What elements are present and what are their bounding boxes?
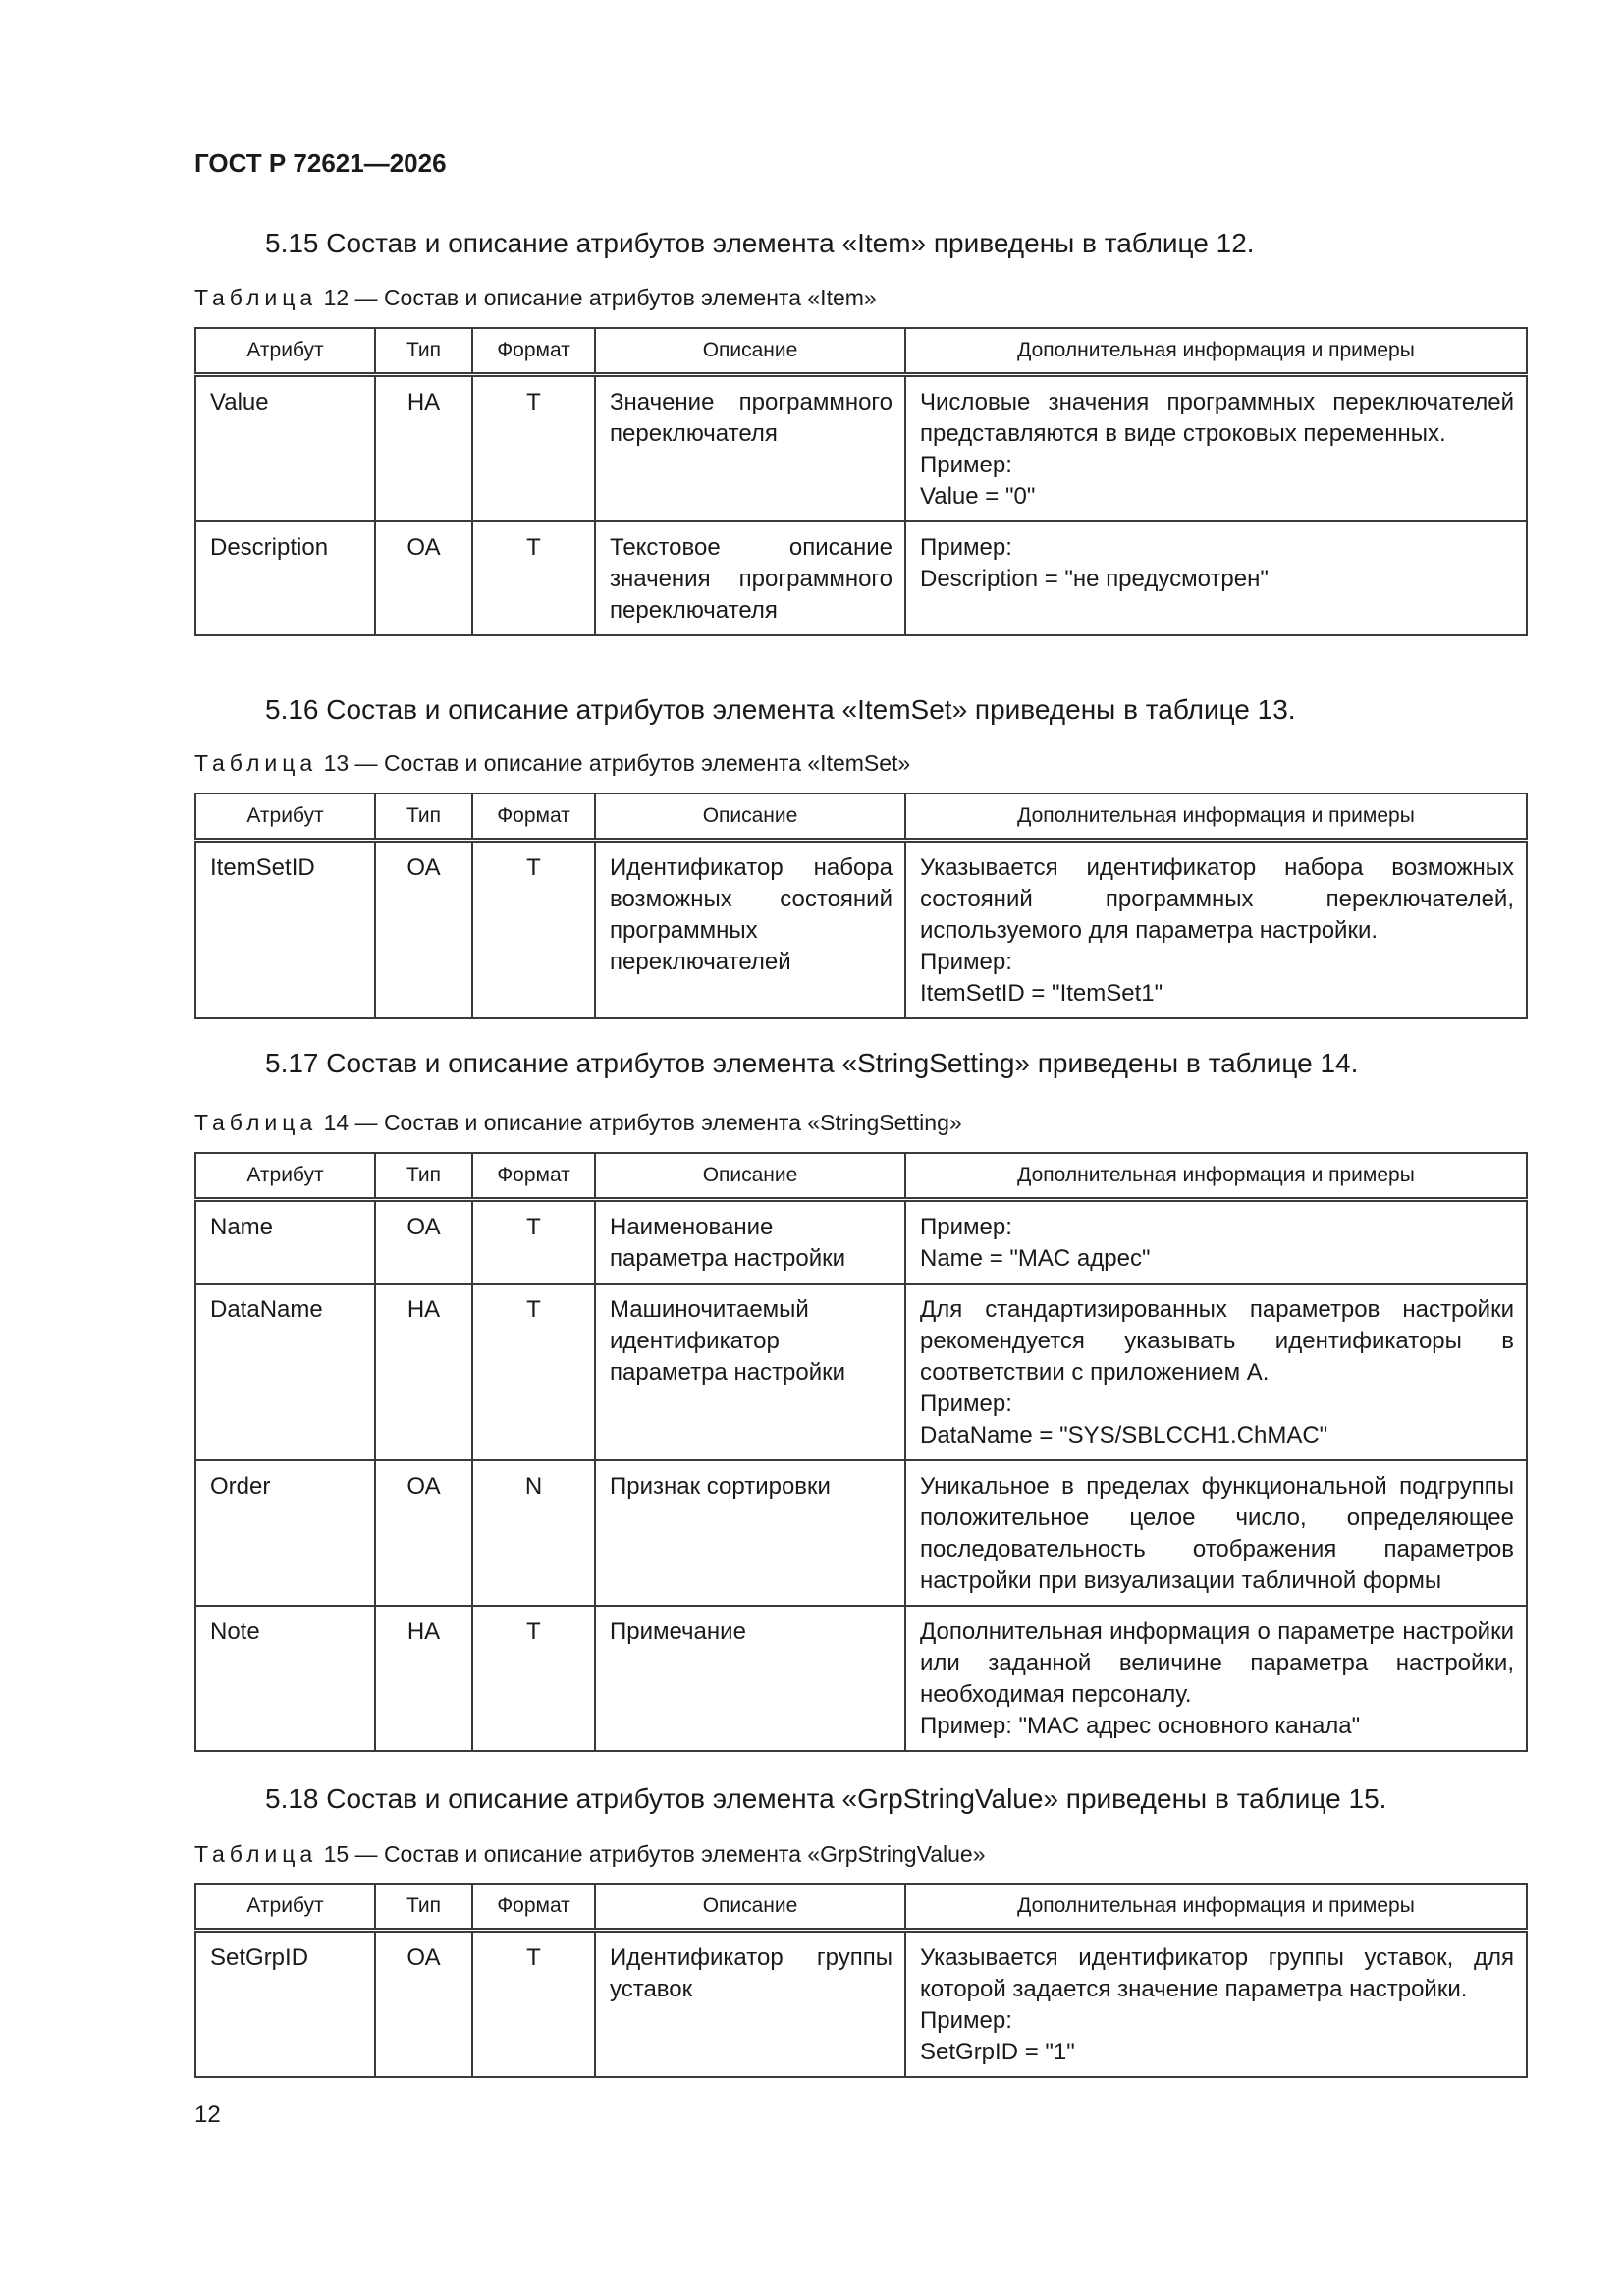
cell-description: Признак сортировки: [595, 1460, 905, 1606]
cell-type: ОА: [375, 1200, 472, 1285]
paragraph-5-16: 5.16 Состав и описание атрибутов элемента «ItemSet» приведены в таблице 13.: [265, 694, 1296, 725]
cell-description: Машиночитаемый идентификатор параметра настройки: [595, 1284, 905, 1460]
table-row: [195, 1284, 1527, 1460]
cell-description: Значение программного переключателя: [595, 375, 905, 522]
page-header: ГОСТ Р 72621—2026: [194, 148, 447, 178]
cell-description: Текстовое описание значения программного переключателя: [595, 521, 905, 635]
column-header-additional-info: Дополнительная информация и примеры: [905, 1884, 1527, 1931]
column-header-description: Описание: [595, 1884, 905, 1931]
table-13-caption: [194, 750, 910, 777]
column-header-attribute: Атрибут: [195, 328, 375, 375]
cell-format: Т: [472, 1200, 595, 1285]
caption-text: 12 — Состав и описание атрибутов элемента «Item»: [323, 285, 877, 310]
cell-format: N: [472, 1460, 595, 1606]
column-header-additional-info: Дополнительная информация и примеры: [905, 1153, 1527, 1200]
cell-type: ОА: [375, 841, 472, 1019]
table-12-caption: [194, 285, 877, 311]
cell-attribute: DataName: [195, 1284, 375, 1460]
cell-description: Примечание: [595, 1606, 905, 1751]
cell-format: Т: [472, 375, 595, 522]
caption-text: 15 — Состав и описание атрибутов элемента «GrpStringValue»: [323, 1841, 986, 1867]
cell-type: НА: [375, 1284, 472, 1460]
column-header-attribute: Атрибут: [195, 1884, 375, 1931]
column-header-type: Тип: [375, 1153, 472, 1200]
column-header-type: Тип: [375, 793, 472, 841]
table-row: [195, 841, 1527, 1019]
cell-attribute: Order: [195, 1460, 375, 1606]
page-number: 12: [194, 2102, 221, 2128]
cell-description: Идентификатор группы уставок: [595, 1931, 905, 2078]
paragraph-5-18: 5.18 Состав и описание атрибутов элемента «GrpStringValue» приведены в таблице 15.: [265, 1783, 1387, 1814]
table-row: [195, 521, 1527, 635]
cell-additional-info: Пример: Description = "не предусмотрен": [905, 521, 1527, 635]
column-header-format: Формат: [472, 328, 595, 375]
cell-format: Т: [472, 1931, 595, 2078]
cell-format: Т: [472, 1606, 595, 1751]
table-row: [195, 1200, 1527, 1285]
cell-format: Т: [472, 841, 595, 1019]
cell-type: ОА: [375, 521, 472, 635]
cell-type: НА: [375, 1606, 472, 1751]
caption-label: Таблица: [194, 1841, 318, 1867]
column-header-additional-info: Дополнительная информация и примеры: [905, 793, 1527, 841]
paragraph-5-17: 5.17 Состав и описание атрибутов элемента «StringSetting» приведены в таблице 14.: [265, 1048, 1359, 1078]
cell-attribute: Name: [195, 1200, 375, 1285]
cell-type: ОА: [375, 1931, 472, 2078]
cell-type: НА: [375, 375, 472, 522]
cell-additional-info: Для стандартизированных параметров настройки рекомендуется указывать идентификаторы в соответствии с приложением А. Пример: DataName = "SYS/SBLCCH1.ChMAC": [905, 1284, 1527, 1460]
table-header-row: [195, 1153, 1527, 1200]
column-header-attribute: Атрибут: [195, 1153, 375, 1200]
cell-additional-info: Уникальное в пределах функциональной подгруппы положительное целое число, определяющее последовательность отображения параметров настройки при визуализации табличной формы: [905, 1460, 1527, 1606]
table-header-row: [195, 328, 1527, 375]
table-13: [194, 793, 1528, 1019]
cell-attribute: Value: [195, 375, 375, 522]
paragraph-5-15: 5.15 Состав и описание атрибутов элемента «Item» приведены в таблице 12.: [265, 228, 1255, 258]
table-15: [194, 1883, 1528, 2078]
column-header-format: Формат: [472, 1884, 595, 1931]
caption-text: 13 — Состав и описание атрибутов элемента «ItemSet»: [323, 750, 911, 776]
cell-additional-info: Указывается идентификатор набора возможных состояний программных переключателей, используемого для параметра настройки. Пример: ItemSetID = "ItemSet1": [905, 841, 1527, 1019]
table-14-caption: [194, 1110, 962, 1136]
table-row: [195, 1606, 1527, 1751]
column-header-format: Формат: [472, 1153, 595, 1200]
cell-additional-info: Дополнительная информация о параметре настройки или заданной величине параметра настройки, необходимая персоналу. Пример: "MAC адрес основного канала": [905, 1606, 1527, 1751]
column-header-description: Описание: [595, 328, 905, 375]
column-header-format: Формат: [472, 793, 595, 841]
column-header-type: Тип: [375, 1884, 472, 1931]
cell-format: Т: [472, 521, 595, 635]
column-header-attribute: Атрибут: [195, 793, 375, 841]
cell-description: Наименование параметра настройки: [595, 1200, 905, 1285]
caption-text: 14 — Состав и описание атрибутов элемента «StringSetting»: [323, 1110, 962, 1135]
table-12: [194, 327, 1528, 636]
table-14: [194, 1152, 1528, 1752]
table-row: [195, 375, 1527, 522]
caption-label: Таблица: [194, 1110, 318, 1135]
cell-additional-info: Указывается идентификатор группы уставок, для которой задается значение параметра настройки. Пример: SetGrpID = "1": [905, 1931, 1527, 2078]
column-header-additional-info: Дополнительная информация и примеры: [905, 328, 1527, 375]
column-header-type: Тип: [375, 328, 472, 375]
caption-label: Таблица: [194, 285, 318, 310]
cell-type: ОА: [375, 1460, 472, 1606]
cell-format: Т: [472, 1284, 595, 1460]
cell-attribute: ItemSetID: [195, 841, 375, 1019]
caption-label: Таблица: [194, 750, 318, 776]
cell-attribute: Description: [195, 521, 375, 635]
cell-attribute: Note: [195, 1606, 375, 1751]
cell-additional-info: Числовые значения программных переключателей представляются в виде строковых переменных. Пример: Value = "0": [905, 375, 1527, 522]
column-header-description: Описание: [595, 793, 905, 841]
table-15-caption: [194, 1841, 986, 1868]
table-row: [195, 1931, 1527, 2078]
table-header-row: [195, 793, 1527, 841]
column-header-description: Описание: [595, 1153, 905, 1200]
table-header-row: [195, 1884, 1527, 1931]
cell-attribute: SetGrpID: [195, 1931, 375, 2078]
cell-additional-info: Пример: Name = "MAC адрес": [905, 1200, 1527, 1285]
table-row: [195, 1460, 1527, 1606]
cell-description: Идентификатор набора возможных состояний программных переключателей: [595, 841, 905, 1019]
